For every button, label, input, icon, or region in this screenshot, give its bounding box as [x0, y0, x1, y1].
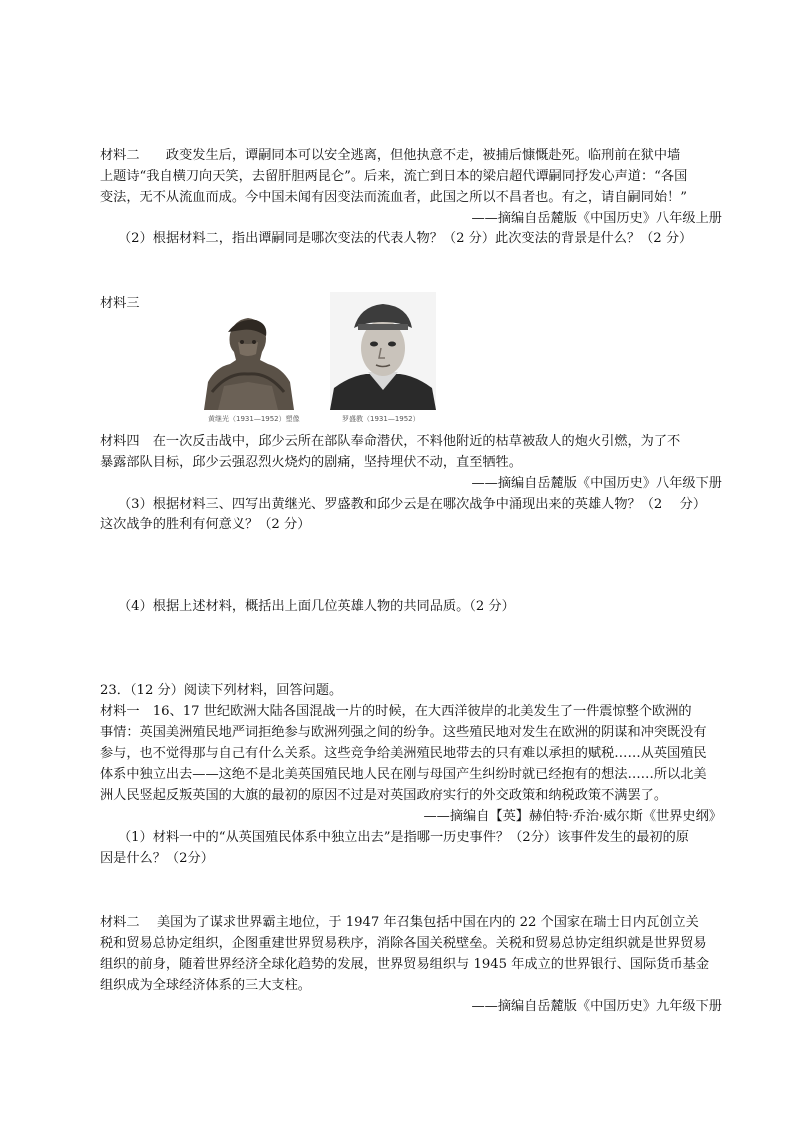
q23-material1-line-2: 事情：英国美洲殖民地严词拒绝参与欧洲列强之间的纷争。这些殖民地对发生在欧洲的阴谋和冲突既没有: [100, 725, 707, 740]
q23-material1-line-1: 材料一 16、17 世纪欧洲大陆各国混战一片的时候，在大西洋彼岸的北美发生了一件震惊整个欧洲的: [100, 704, 692, 719]
photo2-caption: 罗盛教（1931—1952）: [342, 415, 420, 423]
material2-line-1: 材料二 政变发生后，谭嗣同本可以安全逃离，但他执意不走，被捕后慷慨赴死。临刑前在狱中墙: [100, 148, 681, 163]
q23-question-1-line-2: 因是什么？（2分）: [100, 851, 214, 866]
q23-material2-source: ——摘编自岳麓版《中国历史》九年级下册: [471, 999, 722, 1014]
q23-material1-line-3: 参与，也不觉得那与自己有什么关系。这些竞争给美洲殖民地带去的只有难以承担的赋税……从英国殖民: [100, 746, 707, 761]
photo1-caption: 黄继光（1931—1952）塑像: [208, 415, 300, 423]
question-3-line-1: （3）根据材料三、四写出黄继光、罗盛教和邱少云是在哪次战争中涌现出来的英雄人物？（2 分）: [118, 497, 707, 512]
question-23-heading: 23．（12 分）阅读下列材料，回答问题。: [100, 683, 343, 698]
material4-line-2: 暴露部队目标，邱少云强忍烈火烧灼的剧痛，坚持埋伏不动，直至牺牲。: [100, 455, 522, 470]
material2-line-2: 上题诗“我自横刀向天笑，去留肝胆两昆仑”。后来，流亡到日本的梁启超代谭嗣同抒发心声道：“各国: [100, 169, 688, 184]
q23-material2-line-4: 组织成为全球经济体系的三大支柱。: [100, 978, 311, 993]
material4-source: ——摘编自岳麓版《中国历史》八年级下册: [471, 476, 722, 491]
q23-material1-line-5: 洲人民竖起反叛英国的大旗的最初的原因不过是对英国政府实行的外交政策和纳税政策不满罢了。: [100, 788, 668, 803]
q23-question-1-line-1: （1）材料一中的“从英国殖民体系中独立出去”是指哪一历史事件？（2分）该事件发生的最初的原: [118, 830, 689, 845]
q23-material2-line-1: 材料二 美国为了谋求世界霸主地位，于 1947 年召集包括中国在内的 22 个国家在瑞士日内瓦创立关: [100, 915, 699, 930]
q23-material1-line-4: 体系中独立出去——这绝不是北美英国殖民地人民在刚与母国产生纠纷时就已经抱有的想法……所以北美: [100, 767, 707, 782]
q23-material2-line-3: 组织的前身，随着世界经济全球化趋势的发展，世界贸易组织与 1945 年成立的世界银行、国际货币基金: [100, 957, 710, 972]
material2-source: ——摘编自岳麓版《中国历史》八年级上册: [471, 211, 722, 226]
q23-material1-source: ——摘编自【英】赫伯特·乔治·威尔斯《世界史纲》: [423, 809, 722, 824]
question-4: （4）根据上述材料，概括出上面几位英雄人物的共同品质。（2 分）: [118, 599, 515, 614]
q23-material2-line-2: 税和贸易总协定组织，企图重建世界贸易秩序，消除各国关税壁垒。关税和贸易总协定组织就是世界贸易: [100, 936, 707, 951]
material4-line-1: 材料四 在一次反击战中，邱少云所在部队奉命潜伏，不料他附近的枯草被敌人的炮火引燃，为了不: [100, 434, 681, 449]
huang-jiguang-statue-photo: [198, 312, 298, 410]
question-3-line-2: 这次战争的胜利有何意义？（2 分）: [100, 517, 311, 532]
luo-shengjiao-portrait-photo: [330, 292, 436, 410]
question-2: （2）根据材料二，指出谭嗣同是哪次变法的代表人物？（2 分）此次变法的背景是什么？（2 分）: [118, 231, 693, 246]
material3-label: 材料三: [100, 296, 140, 311]
material2-line-3: 变法，无不从流血而成。今中国未闻有因变法而流血者，此国之所以不昌者也。有之，请自嗣同始！”: [100, 190, 687, 205]
